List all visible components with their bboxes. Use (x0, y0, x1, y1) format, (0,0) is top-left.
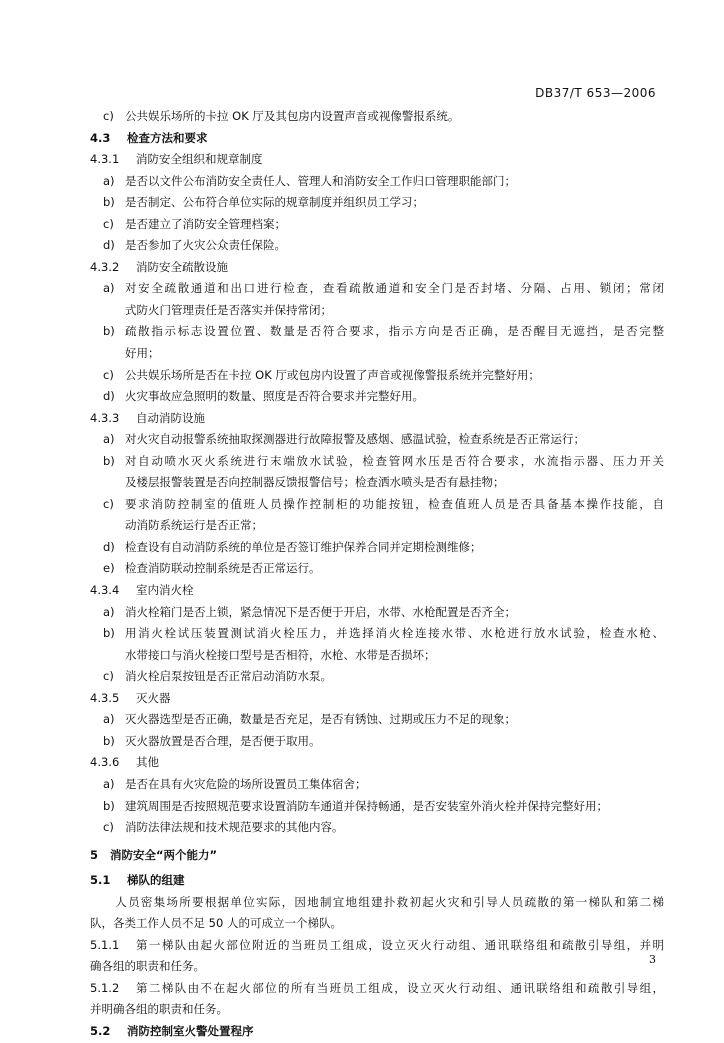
section-title: 自动消防设施 (136, 410, 205, 425)
item-text: 要求消防控制室的值班人员操作控制柜的功能按钮，检查值班人员是否具备基本操作技能，自 (125, 496, 664, 511)
item-marker: b) (103, 453, 115, 468)
list-item (90, 171, 664, 193)
item-marker: c) (103, 669, 114, 684)
item-marker: a) (103, 604, 115, 619)
page-number: 3 (649, 953, 656, 966)
item-marker: d) (103, 539, 115, 554)
list-item (90, 494, 664, 516)
clause-text: 第一梯队由起火部位附近的当班员工组成，设立灭火行动组、通讯联络组和疏散引导组，并明 (136, 937, 664, 952)
section-title: 其他 (136, 755, 159, 770)
item-text: 检查消防联动控制系统是否正常运行。 (125, 561, 321, 576)
list-item (90, 602, 664, 624)
list-item (90, 817, 664, 839)
section-number: 4.3.6 (90, 755, 120, 770)
list-item (90, 192, 664, 214)
section-title: 灭火器 (136, 690, 171, 705)
section-heading-4-3-4 (90, 580, 664, 602)
clause-text: 并明确各组的职责和任务。 (90, 1002, 228, 1017)
list-item (90, 558, 664, 580)
item-marker: b) (103, 324, 115, 339)
section-heading-4-3-6 (90, 752, 664, 774)
section-number: 4.3.1 (90, 152, 120, 167)
section-heading-5-2 (90, 1021, 664, 1043)
doc-code-header: DB37/T 653—2006 (535, 86, 656, 100)
section-title: 室内消火栓 (136, 583, 194, 598)
item-marker: a) (103, 776, 115, 791)
section-heading-4-3-2 (90, 257, 664, 279)
list-item (90, 429, 664, 451)
item-text: 灭火器放置是否合理，是否便于取用。 (125, 733, 321, 748)
section-number: 5.1.1 (90, 937, 120, 952)
item-marker: c) (103, 216, 114, 231)
list-item (90, 365, 664, 387)
paragraph-line (90, 999, 664, 1021)
item-text: 好用； (125, 346, 160, 361)
item-text: 对火灾自动报警系统抽取探测器进行故障报警及感烟、感温试验，检查系统是否正常运行； (125, 432, 585, 447)
list-item-continuation (90, 515, 664, 537)
item-marker: c) (103, 109, 114, 123)
section-number: 4.3.4 (90, 583, 120, 598)
item-marker: c) (103, 820, 114, 835)
item-text: 及楼层报警装置是否向控制器反馈报警信号；检查洒水喷头是否有悬挂物； (125, 475, 505, 490)
item-text: 灭火器选型是否正确，数量是否充足，是否有锈蚀、过期或压力不足的现象； (125, 712, 516, 727)
item-marker: b) (103, 195, 115, 210)
section-title: 消防安全“两个能力” (110, 847, 218, 862)
item-text: 是否建立了消防安全管理档案； (125, 216, 286, 231)
item-text: 公共娱乐场所是否在卡拉 OK 厅或包房内设置了声音或视像警报系统并完整好用； (125, 367, 540, 382)
item-marker: c) (103, 367, 114, 382)
list-item (90, 537, 664, 559)
section-heading-5-1 (90, 870, 664, 892)
item-text: 消火栓箱门是否上锁，紧急情况下是否便于开启，水带、水枪配置是否齐全； (125, 604, 516, 619)
item-text: 动消防系统运行是否正常； (125, 518, 263, 533)
item-text: 式防火门管理责任是否落实并保持常闭； (125, 302, 332, 317)
list-item (90, 774, 664, 796)
item-text: 火灾事故应急照明的数量、照度是否符合要求并完整好用。 (125, 389, 424, 404)
list-item (90, 666, 664, 688)
clause-text: 第二梯队由不在起火部位的所有当班员工组成，设立灭火行动组、通讯联络组和疏散引导组， (136, 980, 664, 995)
section-heading-4-3-3 (90, 408, 664, 430)
section-heading-4-3-5 (90, 688, 664, 710)
item-text: 是否参加了火灾公众责任保险。 (125, 238, 286, 253)
item-text: 疏散指示标志设置位置、数量是否符合要求，指示方向是否正确，是否醒目无遮挡，是否完整 (125, 324, 664, 339)
list-item (90, 796, 664, 818)
section-title: 消防控制室火警处置程序 (127, 1023, 254, 1038)
list-item (90, 386, 664, 408)
item-text: 是否在具有火灾危险的场所设置员工集体宿舍； (125, 776, 367, 791)
section-number: 5 (90, 847, 99, 862)
item-marker: b) (103, 626, 115, 641)
list-item-continuation (90, 343, 664, 365)
item-text: 检查设有自动消防系统的单位是否签订维护保养合同并定期检测维修； (125, 539, 482, 554)
item-text: 用消火栓试压装置测试消火栓压力，并选择消火栓连接水带、水枪进行放水试验，检查水枪、 (125, 626, 664, 641)
item-marker: b) (103, 798, 115, 813)
list-item (90, 451, 664, 473)
item-text: 公共娱乐场所的卡拉 OK 厅及其包房内设置声音或视像警报系统。 (125, 109, 460, 123)
item-text: 消火栓启泵按钮是否正常启动消防水泵。 (125, 669, 332, 684)
section-title: 梯队的组建 (127, 873, 185, 888)
item-marker: a) (103, 173, 115, 188)
clause-5-1-2 (90, 978, 664, 1000)
paragraph-line (90, 892, 664, 914)
paragraph-line (90, 956, 664, 978)
paragraph-text: 队，各类工作人员不足 50 人的可成立一个梯队。 (90, 916, 342, 931)
item-marker: a) (103, 281, 115, 296)
list-item (90, 278, 664, 300)
list-item-continuation (90, 300, 664, 322)
section-heading-4-3-1 (90, 149, 664, 171)
paragraph-line (90, 913, 664, 935)
clause-text: 确各组的职责和任务。 (90, 959, 205, 974)
section-title: 消防安全疏散设施 (136, 259, 228, 274)
section-number: 4.3.3 (90, 410, 120, 425)
page-content (90, 106, 664, 1043)
section-number: 5.2 (90, 1023, 111, 1038)
item-text: 对安全疏散通道和出口进行检查，查看疏散通道和安全门是否封堵、分隔、占用、锁闭；常闭 (125, 281, 664, 296)
list-item (90, 623, 664, 645)
item-marker: a) (103, 432, 115, 447)
item-marker: c) (103, 496, 114, 511)
section-number: 4.3.5 (90, 690, 120, 705)
list-item-continuation (90, 472, 664, 494)
clause-5-1-1 (90, 935, 664, 957)
item-text: 是否制定、公布符合单位实际的规章制度并组织员工学习； (125, 195, 424, 210)
section-number: 4.3 (90, 130, 111, 145)
item-marker: d) (103, 238, 115, 253)
list-item (90, 709, 664, 731)
section-number: 4.3.2 (90, 259, 120, 274)
item-text: 是否以文件公布消防安全责任人、管理人和消防安全工作归口管理职能部门； (125, 173, 516, 188)
section-title: 消防安全组织和规章制度 (136, 152, 263, 167)
list-item (90, 321, 664, 343)
item-text: 对自动喷水灭火系统进行末端放水试验，检查管网水压是否符合要求，水流指示器、压力开关 (125, 453, 664, 468)
list-item-continuation (90, 645, 664, 667)
section-number: 5.1 (90, 873, 111, 888)
item-marker: e) (103, 561, 115, 576)
item-marker: d) (103, 389, 115, 404)
section-title: 检查方法和要求 (127, 130, 208, 145)
list-item (90, 214, 664, 236)
item-marker: b) (103, 733, 115, 748)
item-marker: a) (103, 712, 115, 727)
item-text: 建筑周围是否按照规范要求设置消防车通道并保持畅通，是否安装室外消火栓并保持完整好用； (125, 798, 608, 813)
list-item (90, 731, 664, 753)
section-heading-4-3 (90, 128, 664, 150)
chapter-heading-5 (90, 845, 664, 867)
section-number: 5.1.2 (90, 980, 120, 995)
item-text: 消防法律法规和技术规范要求的其他内容。 (125, 820, 344, 835)
item-text: 水带接口与消火栓接口型号是否相符，水枪、水带是否损坏； (125, 647, 436, 662)
list-item (90, 106, 664, 128)
paragraph-text: 人员密集场所要根据单位实际，因地制宜地组建扑救初起火灾和引导人员疏散的第一梯队和第二梯 (115, 894, 664, 909)
list-item (90, 235, 664, 257)
